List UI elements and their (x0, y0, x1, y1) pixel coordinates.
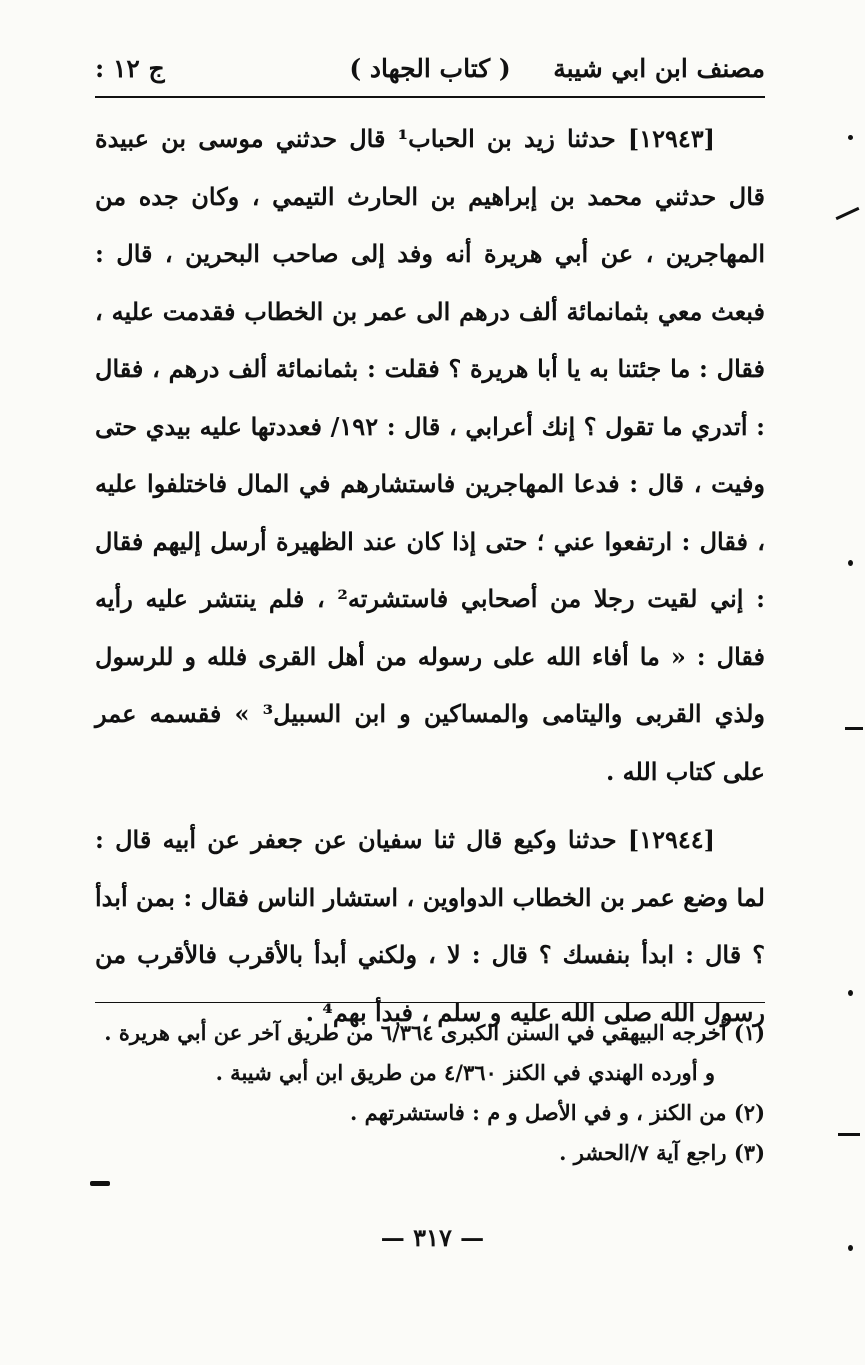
footnote-3: (۳) راجع آية ٧/الحشر . (559, 1140, 765, 1165)
margin-mark (848, 135, 853, 140)
section-title: ( كتاب الجهاد ) (349, 54, 511, 83)
volume-number: ج ۱۲ : (95, 54, 165, 83)
margin-mark (836, 207, 860, 220)
footnote-1: (۱) أخرجه البيهقي في السنن الكبرى ٦/٣٦٤ من طريق آخر عن أبي هريرة . (104, 1020, 765, 1045)
margin-mark (848, 560, 853, 566)
page-number: — ٣١٧ — (380, 1223, 485, 1252)
running-header (95, 40, 765, 98)
footnote-2: (۲) من الكنز ، و في الأصل و م : فاستشرتهم . (350, 1100, 765, 1125)
margin-mark (848, 1245, 853, 1251)
margin-mark (838, 1133, 860, 1136)
hadith-12944: [۱۲۹٤٤] حدثنا وكيع قال ثنا سفيان عن جعفر عن أبيه قال : لما وضع عمر بن الخطاب الدواوين ، استشار الناس فقال : بمن أبدأ ؟ قال : ابدأ بنفسك ؟ قال : لا ، ولكني أبدأ بالأقرب فالأقرب من رسول الله صلى الله عليه و سلم ، فبدأ بهم⁴ . (95, 825, 765, 1027)
footnote-1-continued: و أورده الهندي في الكنز ٤/٣٦٠ من طريق ابن أبي شيبة . (215, 1060, 715, 1085)
main-text (95, 110, 765, 1041)
hadith-12943: [۱۲۹٤۳] حدثنا زيد بن الحباب¹ قال حدثني موسى بن عبيدة قال حدثني محمد بن إبراهيم بن الحارث التيمي ، وكان جده من المهاجرين ، عن أبي هريرة أنه وفد إلى صاحب البحرين ، قال : فبعث معي بثمانمائة ألف درهم الى عمر بن الخطاب فقدمت عليه ، فقال : ما جئتنا به يا أبا هريرة ؟ فقلت : بثمانمائة ألف درهم ، فقال : أتدري ما تقول ؟ إنك أعرابي ، قال : ۱۹۲/ فعددتها عليه بيدي حتى وفيت ، قال : فدعا المهاجرين فاستشارهم في المال فاختلفوا عليه ، فقال : ارتفعوا عني ؛ حتى إذا كان عند الظهيرة أرسل إليهم فقال : إني لقيت رجلا من أصحابي فاستشرته² ، فلم ينتشر عليه رأيه فقال : « ما أفاء الله على رسوله من أهل القرى فلله و للرسول ولذي القربى واليتامى والمساكين و ابن السبيل³ » فقسمه عمر على كتاب الله . (95, 124, 766, 786)
margin-mark (845, 727, 863, 730)
margin-mark (848, 990, 853, 996)
book-title: مصنف ابن ابي شيبة (553, 54, 765, 83)
margin-mark (90, 1181, 110, 1186)
footnotes (95, 1002, 765, 1173)
